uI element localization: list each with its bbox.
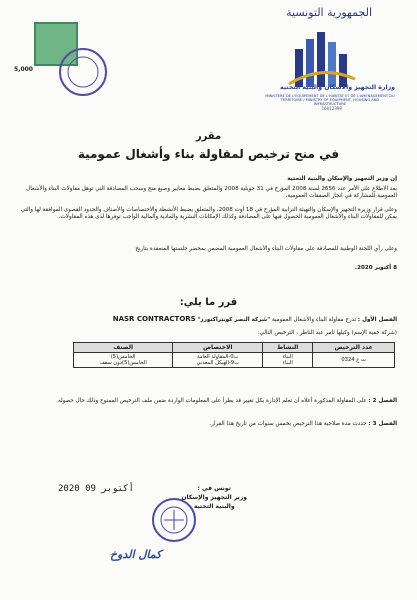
activity-value: البناء <box>282 354 293 360</box>
specialty-cell <box>173 353 263 368</box>
license-number-cell: ت ع 0324 <box>313 353 395 368</box>
header-license-number: عدد الترخيص <box>313 343 395 353</box>
article-1-label: الفصل الأول : <box>357 317 397 323</box>
article-1-rest: (شركة خفية الإسم) وكيلها ثامر عبد الناظر ، الترخيص التالي: <box>257 330 397 336</box>
header-category: الصنف <box>74 343 173 353</box>
category-value: الخامس(5)دون سقف <box>99 360 147 366</box>
license-table <box>73 342 395 368</box>
paragraph-2: وعلى قرار وزيرة التجهيز والإسكان والتهيئة الترابية المؤرخ في 18 أوت 2008، والمتعلق بضبط الأنشطة والاختصاصات والأصناف والحدود القصوى الموافقة لها والتي يمكن للمقاولات البناء والأشغال العمومية الحصول فيها على المصادقة وكذلك الإمكانات البشرية والمادية والمالية الواجب توفرها لدى هذه المقاولات، <box>20 207 397 220</box>
company-name-ar: "شركة النصر كونتراكتورز" <box>197 317 271 323</box>
ministry-name-en: MINISTERE DE L'EQUIPEMENT DE L'HABITAT ET DE L'AMENAGEMENT DU TERRITOIRE / MINISTRY OF EQUIPMENT, HOUSING AND INFRASTRUCTURE <box>265 94 395 107</box>
reference-number: 16012399 <box>321 106 342 111</box>
article-3-label: الفصل 3 : <box>368 421 397 427</box>
article-2-text: على المقاولة المذكورة أعلاه أن تعلم الإدارة بكل تغيير قد يطرأ على المعلومات الواردة ضمن ملف الترخيص الممنوح وذلك حال حصوله. <box>56 398 367 404</box>
table-row <box>74 353 395 368</box>
category-cell <box>74 353 173 368</box>
header-activity: النشاط <box>263 343 313 353</box>
category-value: الخامس(5) <box>110 354 136 360</box>
intro-line: إن وزير التجهيز والإسكان والبنية التحتية <box>287 176 397 182</box>
article-1 <box>17 316 397 324</box>
company-name-en: NASR CONTRACTORS <box>112 315 196 323</box>
activity-value: البناء <box>282 360 293 366</box>
signer-title-2: والبنية التحتية <box>193 503 235 510</box>
specialty-value: ب0-المقاولة العامة <box>196 354 239 360</box>
decision-subtitle: في منح ترخيص لمقاولة بناء وأشغال عمومية <box>77 147 340 161</box>
article-3-text: حددت مدة صلاحية هذا الترخيص بخمس سنوات من تاريخ هذا القرار. <box>209 421 367 427</box>
stamped-date: 2020 أكتوبر 09 <box>58 484 134 494</box>
paragraph-4: 8 أكتوبر 2020. <box>354 265 397 271</box>
article-2 <box>17 398 397 405</box>
specialty-value: ب9-الهيكل المعدني <box>196 360 239 366</box>
ministry-name-ar: وزارة التجهيز والاسكان والبنية التحتية <box>280 84 395 91</box>
article-1-text: تدرج مقاولة البناء والأشغال العمومية <box>271 317 357 323</box>
round-stamp-icon <box>57 46 109 98</box>
activity-cell <box>263 353 313 368</box>
paragraph-1: بعد الاطلاع على الأمر عدد 2656 لسنة 2008 المؤرخ في 31 جويلية 2008 والمتعلق بضبط معايير وصيغ منح وسحب المصادقة التي توهل مقاولات البناء والأشغال العمومية للمشاركة في انجاز الصفقات العمومية، <box>26 186 397 199</box>
decides-heading: قرر ما يلي: <box>179 297 238 308</box>
fiscal-stamp-value: 5,000 <box>14 66 33 73</box>
paragraph-3: وعلى رأي اللجنة الوطنية للمصادقة على مقاولات البناء والأشغال العمومية المضمن بمحضر جلستها المنعقدة بتاريخ <box>135 246 397 252</box>
article-3 <box>17 421 397 428</box>
decision-title: مقرر <box>195 131 222 142</box>
country-name: الجمهورية التونسية <box>286 6 372 19</box>
article-2-label: الفصل 2 : <box>368 398 397 404</box>
signature: كمال الدوخ <box>110 548 162 561</box>
official-seal-icon <box>150 496 198 544</box>
table-header-row <box>74 343 395 353</box>
place-date-label: تونس في : <box>197 485 231 492</box>
header-specialty: الاختصاص <box>173 343 263 353</box>
signer-title-1: وزير التجهيز والإسكان <box>181 494 247 501</box>
